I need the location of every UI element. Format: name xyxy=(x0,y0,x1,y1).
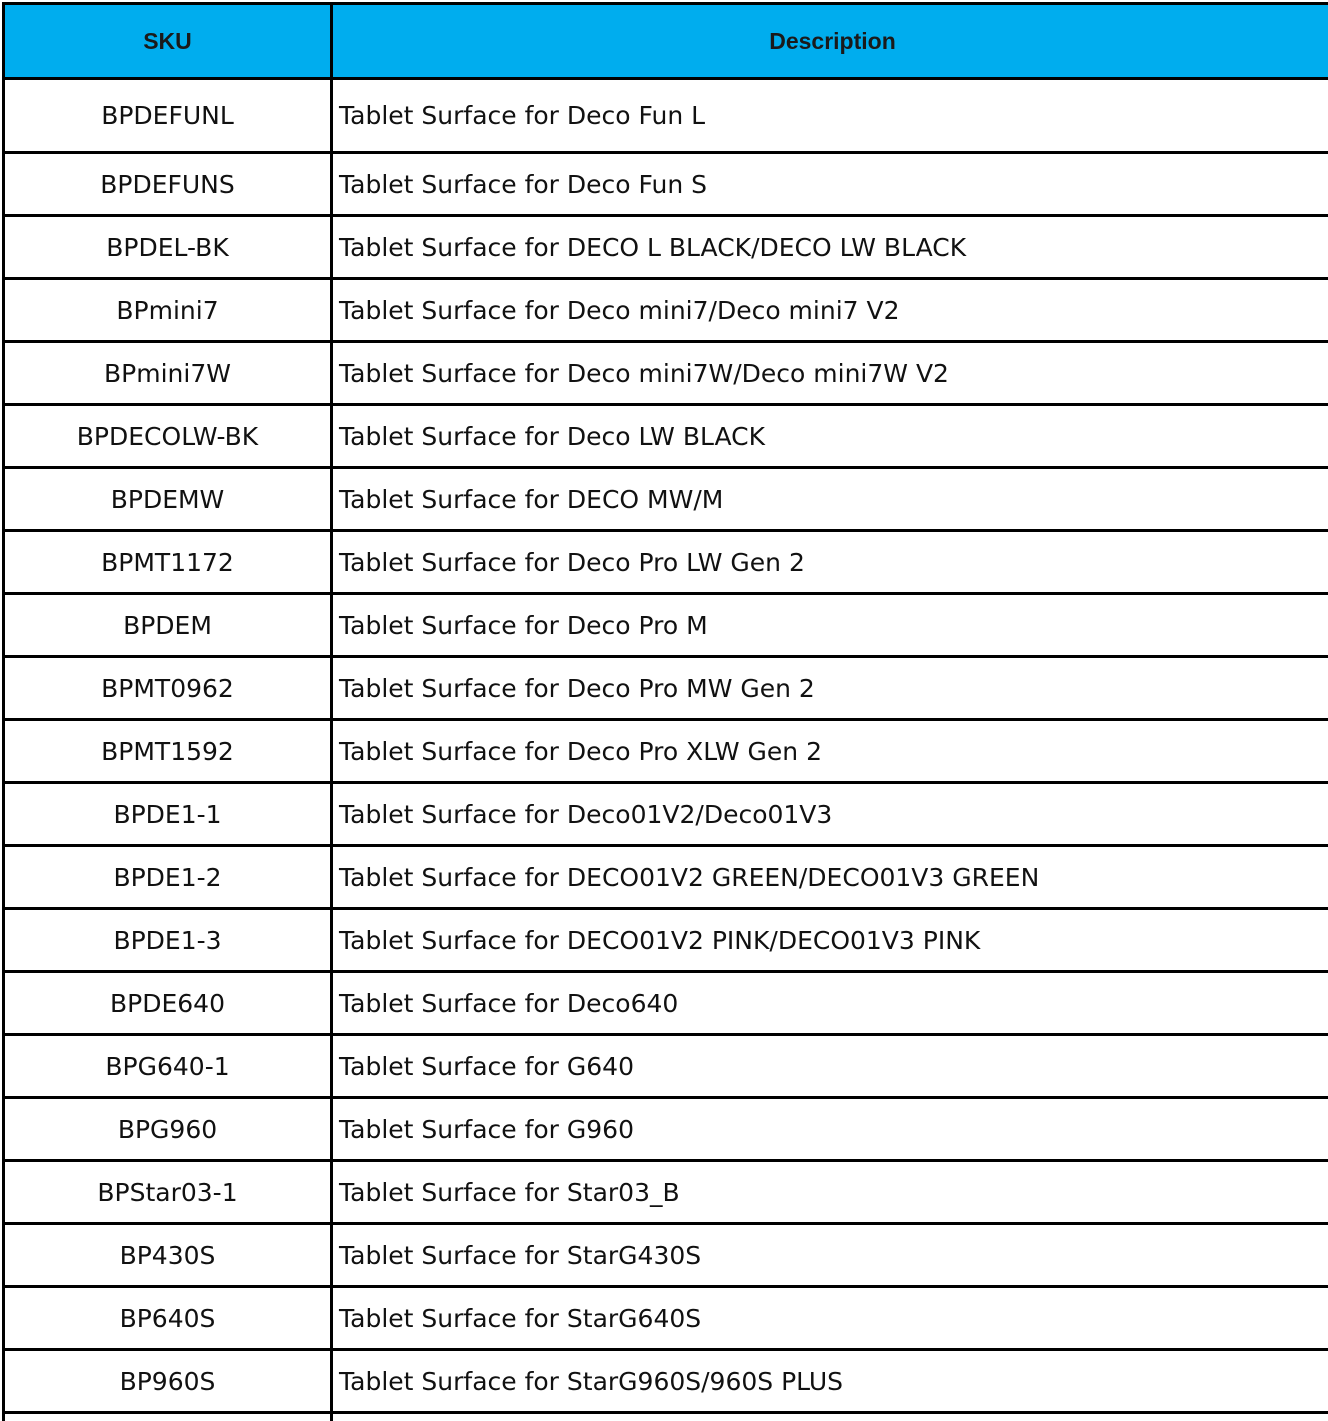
column-header-description[interactable]: Description xyxy=(332,4,1328,79)
description-cell[interactable]: Tablet Surface for Deco LW BLACK xyxy=(332,405,1328,468)
sku-cell[interactable]: BPDE1-1 xyxy=(4,783,332,846)
table-row xyxy=(4,783,1328,846)
table-row xyxy=(4,1287,1328,1350)
description-cell[interactable]: Tablet Surface for Deco Fun L xyxy=(332,79,1328,153)
sku-cell[interactable]: BPDECOLW-BK xyxy=(4,405,332,468)
sku-table xyxy=(2,2,1328,1421)
description-cell[interactable]: Tablet Surface for DECO MW/M xyxy=(332,468,1328,531)
sku-cell[interactable]: BPG960 xyxy=(4,1098,332,1161)
sku-cell[interactable]: BPDEFUNS xyxy=(4,153,332,216)
description-cell[interactable]: Tablet Surface for G640 xyxy=(332,1035,1328,1098)
description-cell[interactable]: Tablet Surface for Deco mini7W/Deco mini7W V2 xyxy=(332,342,1328,405)
sku-cell[interactable]: BPMT1172 xyxy=(4,531,332,594)
sku-cell[interactable]: BPDEM xyxy=(4,594,332,657)
table-row xyxy=(4,216,1328,279)
table-row xyxy=(4,153,1328,216)
description-cell[interactable]: Tablet Surface for Deco mini7/Deco mini7 V2 xyxy=(332,279,1328,342)
description-cell[interactable]: Tablet Surface for DECO01V2 GREEN/DECO01V3 GREEN xyxy=(332,846,1328,909)
description-cell[interactable]: Tablet Surface for Star03_B xyxy=(332,1161,1328,1224)
description-cell[interactable]: Tablet Surface for Deco Pro LW Gen 2 xyxy=(332,531,1328,594)
table-row-partial xyxy=(4,1413,1328,1421)
column-header-sku[interactable]: SKU xyxy=(4,4,332,79)
sku-cell[interactable]: BPmini7W xyxy=(4,342,332,405)
sku-cell[interactable]: BPDEL-BK xyxy=(4,216,332,279)
table-row xyxy=(4,594,1328,657)
description-cell[interactable]: Tablet Surface for Deco01V2/Deco01V3 xyxy=(332,783,1328,846)
description-cell[interactable]: Tablet Surface for StarG640S xyxy=(332,1287,1328,1350)
table-row xyxy=(4,79,1328,153)
table-row xyxy=(4,972,1328,1035)
description-cell[interactable]: Tablet Surface for StarG960S/960S PLUS xyxy=(332,1350,1328,1413)
description-cell[interactable]: Tablet Surface for Deco Pro MW Gen 2 xyxy=(332,657,1328,720)
table-row xyxy=(4,468,1328,531)
sku-cell[interactable]: BP640S xyxy=(4,1287,332,1350)
description-cell[interactable]: Tablet Surface for Deco Pro XLW Gen 2 xyxy=(332,720,1328,783)
sku-cell[interactable]: BPDE1-2 xyxy=(4,846,332,909)
sku-cell[interactable]: BPG640-1 xyxy=(4,1035,332,1098)
table-row xyxy=(4,720,1328,783)
table-body xyxy=(4,79,1328,1421)
table-row xyxy=(4,657,1328,720)
header-row xyxy=(4,4,1328,79)
sku-cell[interactable]: BPmini7 xyxy=(4,279,332,342)
sku-cell[interactable]: BPStar03-1 xyxy=(4,1161,332,1224)
table-row xyxy=(4,846,1328,909)
sku-cell[interactable]: BPDEFUNL xyxy=(4,79,332,153)
description-cell-empty[interactable] xyxy=(332,1413,1328,1421)
sku-cell[interactable]: BPDEMW xyxy=(4,468,332,531)
sku-cell[interactable]: BPDE1-3 xyxy=(4,909,332,972)
sku-cell[interactable]: BPMT1592 xyxy=(4,720,332,783)
table-row xyxy=(4,1161,1328,1224)
description-cell[interactable]: Tablet Surface for DECO L BLACK/DECO LW BLACK xyxy=(332,216,1328,279)
table-row xyxy=(4,405,1328,468)
table-row xyxy=(4,1098,1328,1161)
table-row xyxy=(4,1035,1328,1098)
description-cell[interactable]: Tablet Surface for Deco Fun S xyxy=(332,153,1328,216)
description-cell[interactable]: Tablet Surface for G960 xyxy=(332,1098,1328,1161)
table-row xyxy=(4,531,1328,594)
description-cell[interactable]: Tablet Surface for Deco Pro M xyxy=(332,594,1328,657)
table-row xyxy=(4,1224,1328,1287)
table-row xyxy=(4,1350,1328,1413)
description-cell[interactable]: Tablet Surface for DECO01V2 PINK/DECO01V3 PINK xyxy=(332,909,1328,972)
sku-cell-empty[interactable] xyxy=(4,1413,332,1421)
description-cell[interactable]: Tablet Surface for StarG430S xyxy=(332,1224,1328,1287)
description-cell[interactable]: Tablet Surface for Deco640 xyxy=(332,972,1328,1035)
table-row xyxy=(4,279,1328,342)
sku-cell[interactable]: BP430S xyxy=(4,1224,332,1287)
table-row xyxy=(4,342,1328,405)
sku-cell[interactable]: BP960S xyxy=(4,1350,332,1413)
table-row xyxy=(4,909,1328,972)
sku-cell[interactable]: BPMT0962 xyxy=(4,657,332,720)
sku-cell[interactable]: BPDE640 xyxy=(4,972,332,1035)
